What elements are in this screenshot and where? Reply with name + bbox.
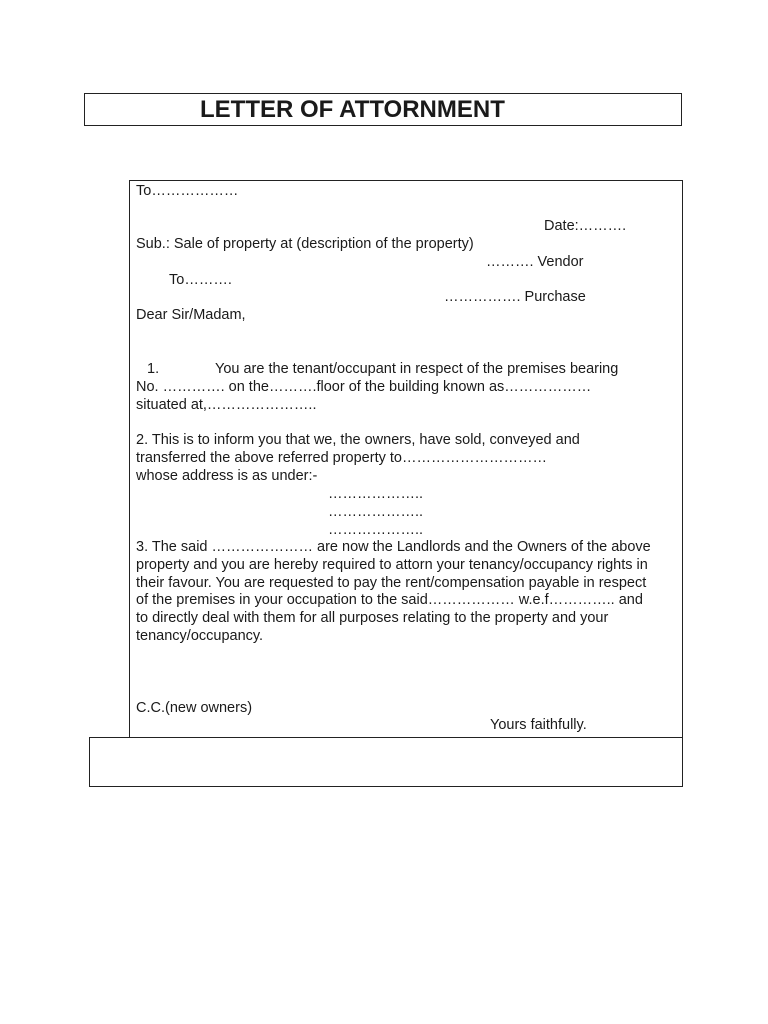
salutation: Dear Sir/Madam, (136, 307, 246, 323)
para1-line2: No. …………. on the……….floor of the building known as……………… (136, 379, 592, 395)
para1-line3: situated at,………………….. (136, 397, 317, 413)
para2 (136, 432, 580, 485)
address-block (328, 486, 423, 539)
para2-line2: transferred the above referred property to………………………… (136, 449, 547, 466)
address-line: ……………….. (328, 486, 424, 502)
para3-line5: to directly deal with them for all purposes relating to the property and your (136, 610, 609, 627)
para3-line4: of the premises in your occupation to the said……………… w.e.f………….. and (136, 592, 643, 609)
address-line: ……………….. (328, 503, 424, 520)
para3 (136, 539, 651, 646)
para2-line1: 2. This is to inform you that we, the owners, have sold, conveyed and (136, 432, 580, 448)
address-line: ……………….. (328, 521, 424, 538)
date-line: Date:………. (544, 218, 627, 234)
para1-number: 1. (147, 361, 160, 377)
footer-box (89, 737, 683, 787)
para1-line1: You are the tenant/occupant in respect of the premises bearing (215, 361, 619, 377)
to-line: To……………… (136, 183, 239, 199)
cc-line: C.C.(new owners) (136, 700, 253, 716)
subject-line: Sub.: Sale of property at (description of the property) (136, 236, 474, 252)
vendor-line: ………. Vendor (486, 254, 584, 270)
para3-line2: property and you are hereby required to attorn your tenancy/occupancy rights in (136, 556, 648, 573)
para2-line3: whose address is as under:- (136, 467, 318, 484)
para3-line1: 3. The said ………………… are now the Landlords and the Owners of the above (136, 539, 651, 555)
para3-line6: tenancy/occupancy. (136, 627, 264, 644)
closing-line: Yours faithfully. (490, 717, 587, 733)
purchase-line: ……………. Purchase (444, 289, 586, 305)
to-line-2: To………. (169, 272, 232, 288)
para3-line3: their favour. You are requested to pay the rent/compensation payable in respect (136, 574, 647, 591)
document-title: LETTER OF ATTORNMENT (200, 96, 505, 123)
